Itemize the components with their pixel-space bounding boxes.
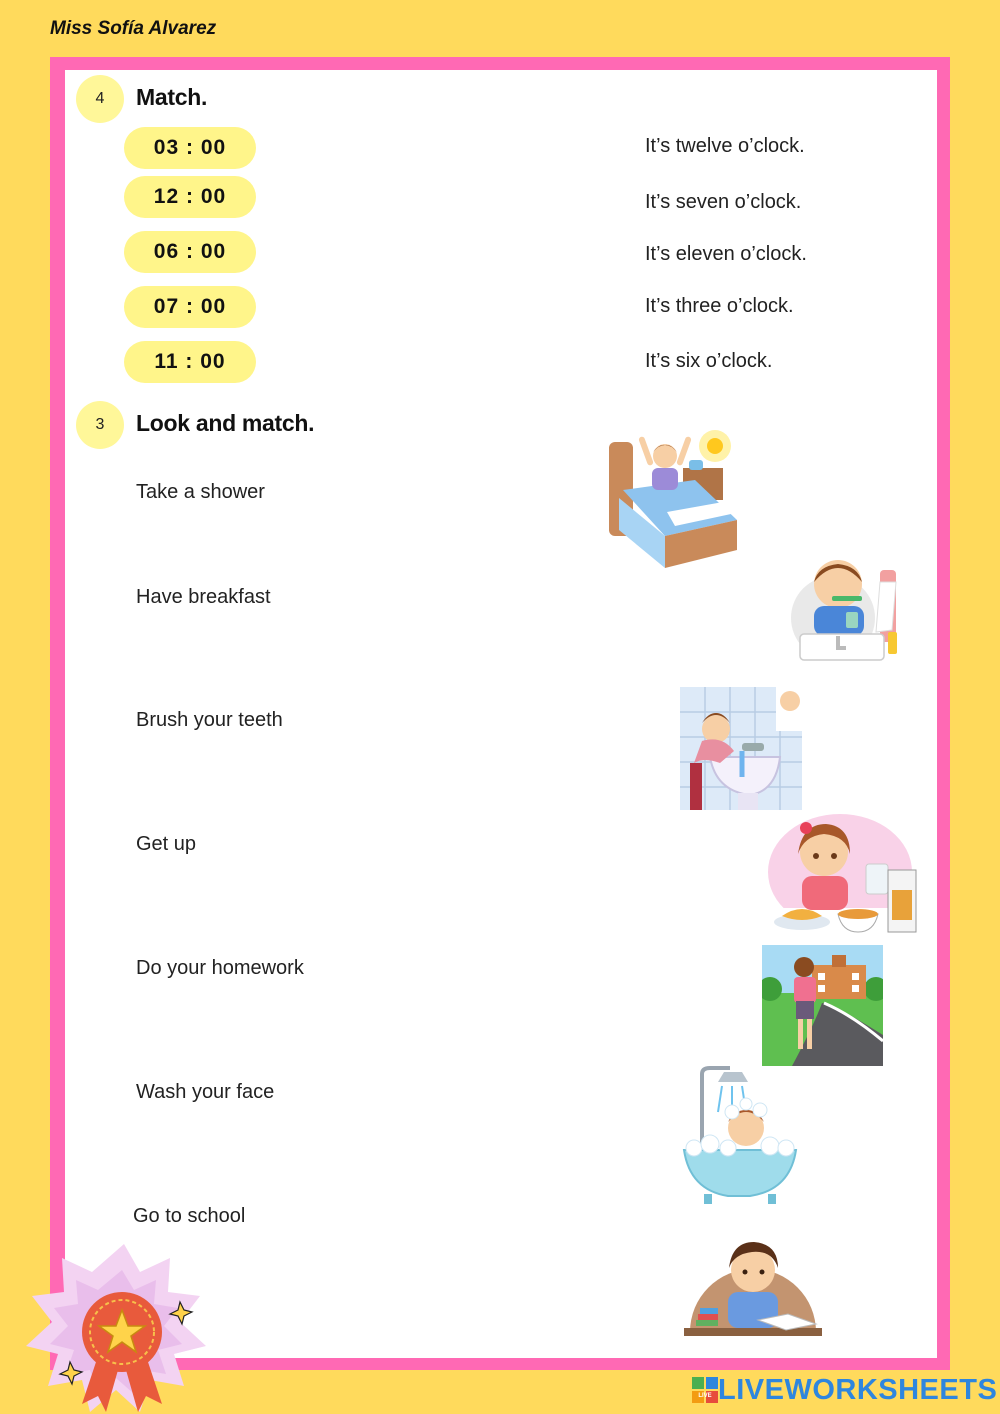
author-name: Miss Sofía Alvarez [50, 18, 217, 39]
activity-label-1[interactable]: Take a shower [136, 481, 265, 503]
brush-teeth-illustration[interactable] [788, 552, 908, 664]
time-pill-5[interactable]: 11 : 00 [124, 341, 256, 383]
get-up-illustration[interactable] [605, 428, 740, 576]
activity-label-3[interactable]: Brush your teeth [136, 709, 283, 731]
take-shower-illustration[interactable] [680, 1064, 800, 1206]
section-number-badge: 3 [76, 401, 124, 449]
time-sentence-1[interactable]: It’s twelve o’clock. [645, 135, 805, 157]
award-badge-decoration [0, 1236, 240, 1414]
time-pill-4[interactable]: 07 : 00 [124, 286, 256, 328]
liveworksheets-logo [692, 1374, 997, 1406]
time-pill-3[interactable]: 06 : 00 [124, 231, 256, 273]
time-sentence-4[interactable]: It’s three o’clock. [645, 295, 794, 317]
activity-label-2[interactable]: Have breakfast [136, 586, 271, 608]
time-sentence-3[interactable]: It’s eleven o’clock. [645, 243, 807, 265]
liveworksheets-brand-text: LIVEWORKSHEETS [718, 1373, 998, 1406]
activity-label-7[interactable]: Go to school [133, 1205, 246, 1227]
activity-label-4[interactable]: Get up [136, 833, 197, 855]
go-to-school-illustration[interactable] [762, 945, 883, 1066]
section-title-match: Match. [136, 84, 208, 110]
time-pill-1[interactable]: 03 : 00 [124, 127, 256, 169]
award-ribbon-icon [0, 1236, 240, 1414]
have-breakfast-illustration[interactable] [762, 810, 922, 936]
logo-mark-text: LIVE [698, 1393, 712, 1399]
time-pill-2[interactable]: 12 : 00 [124, 176, 256, 218]
activity-label-5[interactable]: Do your homework [136, 957, 304, 979]
time-sentence-2[interactable]: It’s seven o’clock. [645, 191, 802, 213]
section-number-badge: 4 [76, 75, 124, 123]
time-sentence-5[interactable]: It’s six o’clock. [645, 350, 773, 372]
activity-label-6[interactable]: Wash your face [136, 1081, 275, 1103]
liveworksheets-logo-icon [692, 1377, 718, 1403]
do-homework-illustration[interactable] [684, 1228, 822, 1336]
wash-face-illustration[interactable] [680, 687, 802, 810]
section-title-look-and-match: Look and match. [136, 410, 315, 436]
